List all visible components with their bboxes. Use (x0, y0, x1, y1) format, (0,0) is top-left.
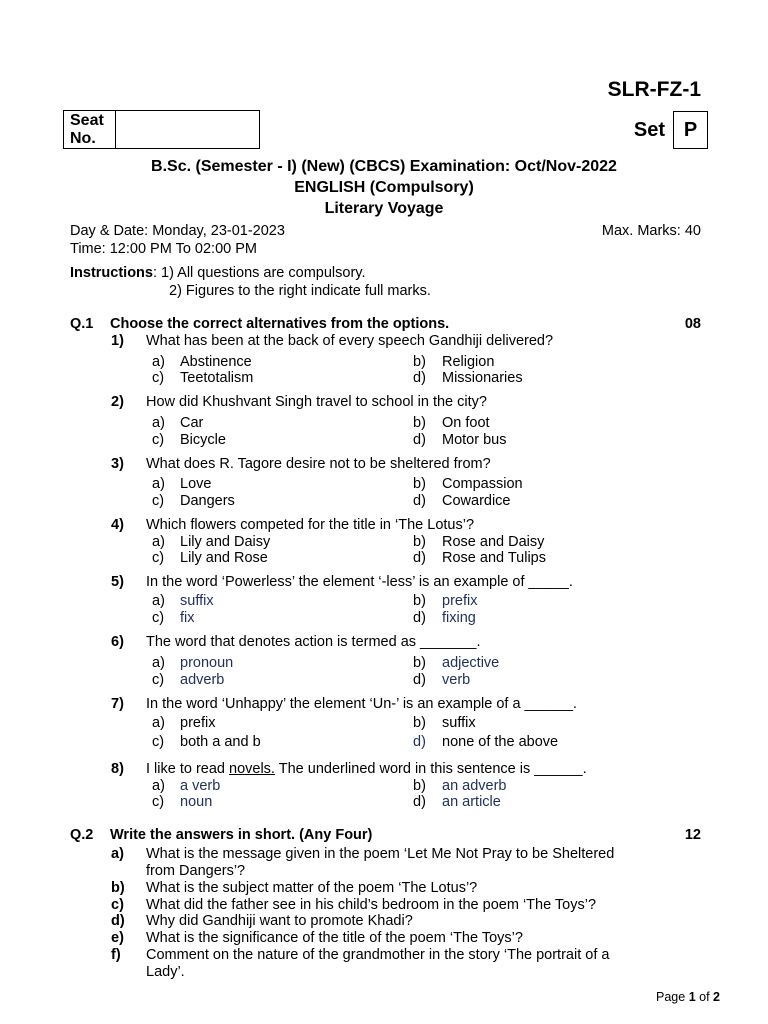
option-text: a verb (180, 778, 221, 794)
q1-item-text: In the word ‘Unhappy’ the element ‘Un-’ is an example of a ______. (146, 696, 577, 712)
option-letter: a) (152, 593, 165, 609)
option-d (413, 432, 507, 448)
option-letter: d) (413, 610, 426, 626)
option-text: On foot (442, 415, 490, 431)
q1-item-text: Which flowers competed for the title in ‘The Lotus’? (146, 517, 475, 533)
q2-item-text: What is the subject matter of the poem ‘The Lotus’? (146, 880, 478, 896)
option-text: Dangers (180, 493, 235, 509)
option-b (413, 534, 545, 550)
option-a (152, 354, 252, 370)
option-letter: d) (413, 734, 426, 750)
option-letter: d) (413, 672, 426, 688)
option-a (152, 476, 212, 492)
q2-item-text: Why did Gandhiji want to promote Khadi? (146, 913, 413, 929)
option-letter: c) (152, 734, 165, 750)
page-word: Page (656, 990, 686, 1004)
option-text: an adverb (442, 778, 507, 794)
option-d (413, 493, 511, 509)
option-c (152, 734, 261, 750)
subject-title: ENGLISH (Compulsory) (294, 179, 474, 196)
option-letter: d) (413, 794, 426, 810)
option-letter: b) (413, 593, 426, 609)
option-text: an article (442, 794, 501, 810)
option-text: verb (442, 672, 471, 688)
option-letter: c) (152, 672, 165, 688)
q2-number: Q.2 (70, 827, 94, 843)
option-b (413, 476, 523, 492)
option-letter: b) (413, 715, 426, 731)
option-c (152, 794, 213, 810)
option-b (413, 655, 500, 671)
option-letter: a) (152, 534, 165, 550)
paper-title: Literary Voyage (324, 200, 444, 217)
option-d (413, 734, 559, 750)
option-letter: d) (413, 550, 426, 566)
option-b (413, 715, 476, 731)
current-page: 1 (688, 990, 696, 1004)
option-letter: c) (152, 794, 165, 810)
option-text: adverb (180, 672, 225, 688)
option-a (152, 778, 221, 794)
option-letter: a) (152, 354, 165, 370)
q2-heading: Write the answers in short. (Any Four) (110, 827, 373, 843)
option-text: Cowardice (442, 493, 511, 509)
option-letter: d) (413, 493, 426, 509)
seat-label (64, 111, 116, 148)
q1-item-number: 3) (111, 456, 124, 472)
option-a (152, 534, 271, 550)
q1-item-number: 4) (111, 517, 124, 533)
option-text: fix (180, 610, 195, 626)
instruction-2: 2) Figures to the right indicate full marks. (169, 283, 431, 299)
option-b (413, 415, 490, 431)
instructions-label: Instructions (70, 265, 153, 281)
option-letter: a) (152, 655, 165, 671)
q1-marks: 08 (684, 316, 701, 332)
option-letter: d) (413, 370, 426, 386)
option-text: Car (180, 415, 204, 431)
q1-number: Q.1 (70, 316, 94, 332)
q1-item-number: 8) (111, 761, 124, 777)
q2-item-letter: c) (111, 897, 124, 913)
option-b (413, 778, 507, 794)
q1-item-text (146, 761, 587, 777)
option-letter: c) (152, 370, 165, 386)
option-text: suffix (180, 593, 214, 609)
option-letter: b) (413, 534, 426, 550)
q1-item-number: 1) (111, 333, 124, 349)
q2-item-text-cont: Lady’. (146, 964, 185, 980)
option-letter: a) (152, 476, 165, 492)
option-d (413, 370, 523, 386)
option-text: suffix (442, 715, 476, 731)
q2-item-letter: a) (111, 846, 124, 862)
option-letter: b) (413, 655, 426, 671)
option-text: Compassion (442, 476, 523, 492)
q2-item-text: What did the father see in his child’s bedroom in the poem ‘The Toys’? (146, 897, 597, 913)
option-text: Motor bus (442, 432, 507, 448)
q2-item-text: Comment on the nature of the grandmother in the story ‘The portrait of a (146, 947, 610, 963)
q1-item-text-pre: I like to read (146, 761, 230, 777)
option-letter: a) (152, 778, 165, 794)
option-d (413, 672, 471, 688)
option-text: fixing (442, 610, 476, 626)
option-text: Lily and Daisy (180, 534, 271, 550)
option-text: adjective (442, 655, 500, 671)
seat-number-box (63, 110, 260, 149)
q2-item-text: What is the message given in the poem ‘Let Me Not Pray to be Sheltered (146, 846, 615, 862)
option-letter: b) (413, 415, 426, 431)
option-c (152, 610, 195, 626)
option-letter: c) (152, 493, 165, 509)
option-letter: c) (152, 550, 165, 566)
option-text: Missionaries (442, 370, 523, 386)
option-text: Love (180, 476, 212, 492)
option-text: Lily and Rose (180, 550, 268, 566)
paper-code: SLR-FZ-1 (607, 78, 701, 101)
q2-item-letter: f) (111, 947, 121, 963)
q1-item-number: 2) (111, 394, 124, 410)
option-letter: b) (413, 778, 426, 794)
option-a (152, 415, 204, 431)
option-text: pronoun (180, 655, 234, 671)
q1-heading: Choose the correct alternatives from the options. (110, 316, 450, 332)
q1-item-text-post: The underlined word in this sentence is ______. (274, 761, 587, 777)
option-a (152, 715, 216, 731)
q2-item-letter: b) (111, 880, 125, 896)
max-marks: Max. Marks: 40 (601, 223, 701, 239)
option-a (152, 593, 214, 609)
option-text: Teetotalism (180, 370, 254, 386)
underlined-word: novels. (229, 761, 275, 777)
option-text: Rose and Daisy (442, 534, 545, 550)
option-letter: b) (413, 354, 426, 370)
option-text: prefix (442, 593, 478, 609)
option-c (152, 432, 226, 448)
option-c (152, 550, 268, 566)
q1-item-text: What has been at the back of every speech Gandhiji delivered? (146, 333, 554, 349)
option-text: prefix (180, 715, 216, 731)
seat-label-line2: No. (70, 130, 96, 147)
option-letter: c) (152, 610, 165, 626)
instructions-line1 (70, 265, 365, 281)
q1-item-number: 6) (111, 634, 124, 650)
option-text: none of the above (442, 734, 559, 750)
option-letter: c) (152, 432, 165, 448)
option-c (152, 370, 254, 386)
q1-item-text: The word that denotes action is termed as _______. (146, 634, 481, 650)
q1-item-text: In the word ‘Powerless’ the element ‘-less’ is an example of _____. (146, 574, 573, 590)
option-letter: a) (152, 415, 165, 431)
option-letter: d) (413, 432, 426, 448)
option-b (413, 593, 478, 609)
option-a (152, 655, 234, 671)
option-text: Abstinence (180, 354, 252, 370)
option-text: both a and b (180, 734, 261, 750)
q1-item-number: 5) (111, 574, 124, 590)
q2-item-text: What is the significance of the title of the poem ‘The Toys’? (146, 930, 523, 946)
option-b (413, 354, 495, 370)
page-number (656, 990, 720, 1004)
seat-number-field (116, 111, 259, 148)
option-c (152, 493, 235, 509)
option-letter: a) (152, 715, 165, 731)
q1-item-text: What does R. Tagore desire not to be sheltered from? (146, 456, 491, 472)
q2-item-letter: e) (111, 930, 124, 946)
option-text: Religion (442, 354, 495, 370)
exam-title: B.Sc. (Semester - I) (New) (CBCS) Examination: Oct/Nov-2022 (151, 158, 617, 175)
option-letter: b) (413, 476, 426, 492)
instruction-1: : 1) All questions are compulsory. (152, 265, 366, 281)
option-text: noun (180, 794, 213, 810)
q2-item-letter: d) (111, 913, 125, 929)
option-c (152, 672, 225, 688)
q1-item-text: How did Khushvant Singh travel to school in the city? (146, 394, 487, 410)
set-label: Set (633, 118, 665, 141)
total-pages: 2 (713, 990, 720, 1004)
exam-date: Day & Date: Monday, 23-01-2023 (70, 223, 285, 239)
exam-time: Time: 12:00 PM To 02:00 PM (70, 241, 257, 257)
seat-label-line1: Seat (70, 112, 104, 129)
option-d (413, 610, 476, 626)
set-indicator (634, 111, 708, 149)
option-text: Bicycle (180, 432, 226, 448)
option-text: Rose and Tulips (442, 550, 546, 566)
option-d (413, 794, 501, 810)
option-d (413, 550, 546, 566)
q2-marks: 12 (684, 827, 701, 843)
q1-item-number: 7) (111, 696, 124, 712)
of-word: of (699, 990, 710, 1004)
q2-item-text-cont: from Dangers’? (146, 863, 246, 879)
set-value: P (673, 111, 708, 149)
